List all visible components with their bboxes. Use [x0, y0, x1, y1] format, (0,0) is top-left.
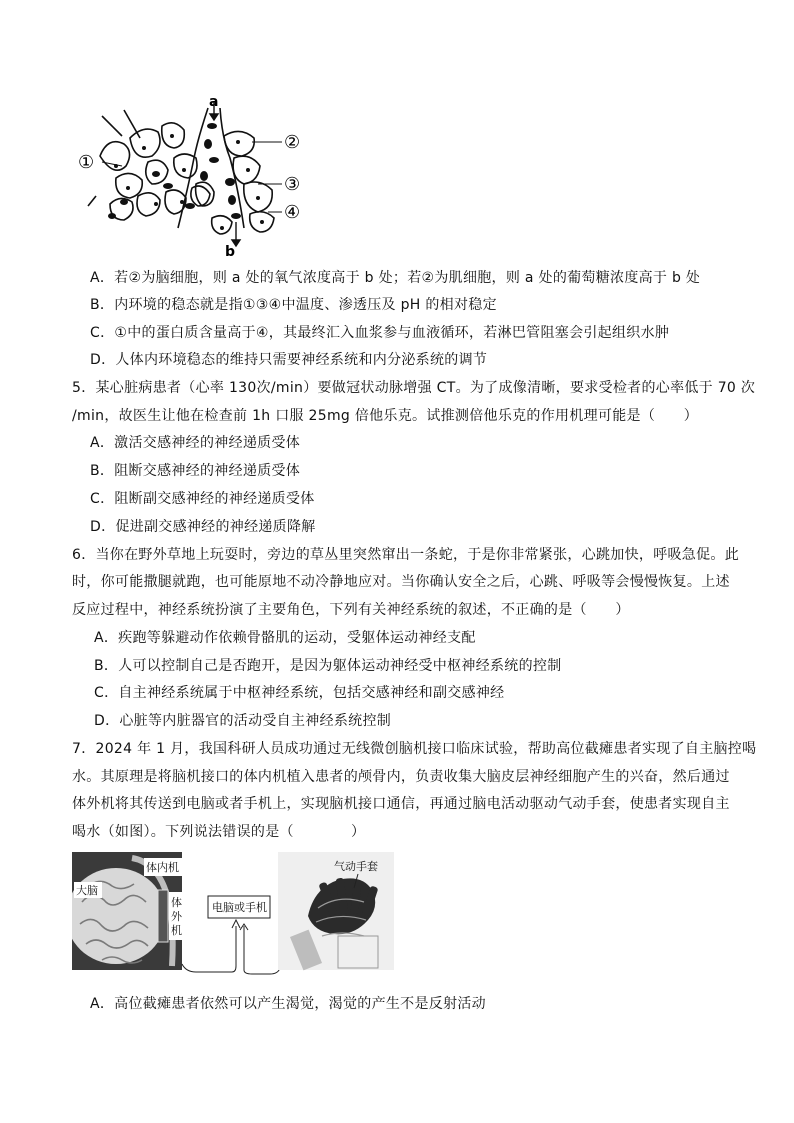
label-glove: 气动手套 [334, 860, 378, 873]
label-internal-device: 体内机 [146, 861, 179, 874]
label-brain: 大脑 [76, 884, 98, 897]
label-computer: 电脑或手机 [212, 901, 267, 914]
q6-stem-line-1: 6．当你在野外草地上玩耍时，旁边的草丛里突然窜出一条蛇，于是你非常紧张，心跳加快，呼吸急促。此 [72, 547, 740, 563]
q6-option-d: D．心脏等内脏器官的活动受自主神经系统控制 [94, 713, 392, 729]
label-2: ② [284, 132, 301, 153]
label-3: ③ [284, 174, 301, 195]
q7-option-a: A．高位截瘫患者依然可以产生渴觉，渴觉的产生不是反射活动 [90, 996, 486, 1012]
tissue-diagram [72, 96, 322, 261]
q6-option-c: C．自主神经系统属于中枢神经系统，包括交感神经和副交感神经 [94, 685, 505, 701]
q7-stem-line-3: 体外机将其传送到电脑或者手机上，实现脑机接口通信，再通过脑电活动驱动气动手套，使患者实现自主 [72, 796, 730, 812]
q7-stem-line-2: 水。其原理是将脑机接口的体内机植入患者的颅骨内，负责收集大脑皮层神经细胞产生的兴奋，然后通过 [72, 769, 730, 785]
q6-option-a: A．疾跑等躲避动作依赖骨骼肌的运动，受躯体运动神经支配 [94, 630, 476, 646]
label-1: ① [78, 152, 95, 173]
flow-label-a: a [209, 96, 219, 110]
q6-stem-line-2: 时，你可能撒腿就跑，也可能原地不动冷静地应对。当你确认安全之后，心跳、呼吸等会慢慢恢复。上述 [72, 574, 730, 590]
q5-option-d: D．促进副交感神经的神经递质降解 [90, 519, 316, 535]
q4-option-a: A．若②为脑细胞，则 a 处的氧气浓度高于 b 处；若②为肌细胞，则 a 处的葡萄糖浓度高于 b 处 [90, 270, 701, 286]
flow-label-b: b [225, 244, 236, 260]
label-external-device: 体 外 机 [171, 896, 182, 937]
q6-stem-line-3: 反应过程中，神经系统扮演了主要角色，下列有关神经系统的叙述，不正确的是（ ） [72, 602, 630, 618]
q4-option-c: C．①中的蛋白质含量高于④，其最终汇入血浆参与血液循环，若淋巴管阻塞会引起组织水肿 [90, 325, 670, 341]
q5-option-a: A．激活交感神经的神经递质受体 [90, 435, 301, 451]
q4-option-d: D．人体内环境稳态的维持只需要神经系统和内分泌系统的调节 [90, 352, 488, 368]
q5-stem-line-1: 5．某心脏病患者（心率 130次/min）要做冠状动脉增强 CT。为了成像清晰，要求受检者的心率低于 70 次 [72, 380, 756, 396]
q5-option-c: C．阻断副交感神经的神经递质受体 [90, 491, 315, 507]
q5-option-b: B．阻断交感神经的神经递质受体 [90, 463, 301, 479]
bci-figure [72, 852, 394, 976]
q7-stem-line-1: 7．2024 年 1 月，我国科研人员成功通过无线微创脑机接口临床试验，帮助高位截瘫患者实现了自主脑控喝 [72, 741, 757, 757]
label-4: ④ [284, 202, 301, 223]
q7-stem-line-4: 喝水（如图）。下列说法错误的是（ ） [72, 824, 366, 840]
q6-option-b: B．人可以控制自己是否跑开，是因为躯体运动神经受中枢神经系统的控制 [94, 658, 562, 674]
q4-option-b: B．内环境的稳态就是指①③④中温度、渗透压及 pH 的相对稳定 [90, 297, 497, 313]
q5-stem-line-2: /min，故医生让他在检查前 1h 口服 25mg 倍他乐克。试推测倍他乐克的作用机理可能是（ ） [72, 408, 699, 424]
